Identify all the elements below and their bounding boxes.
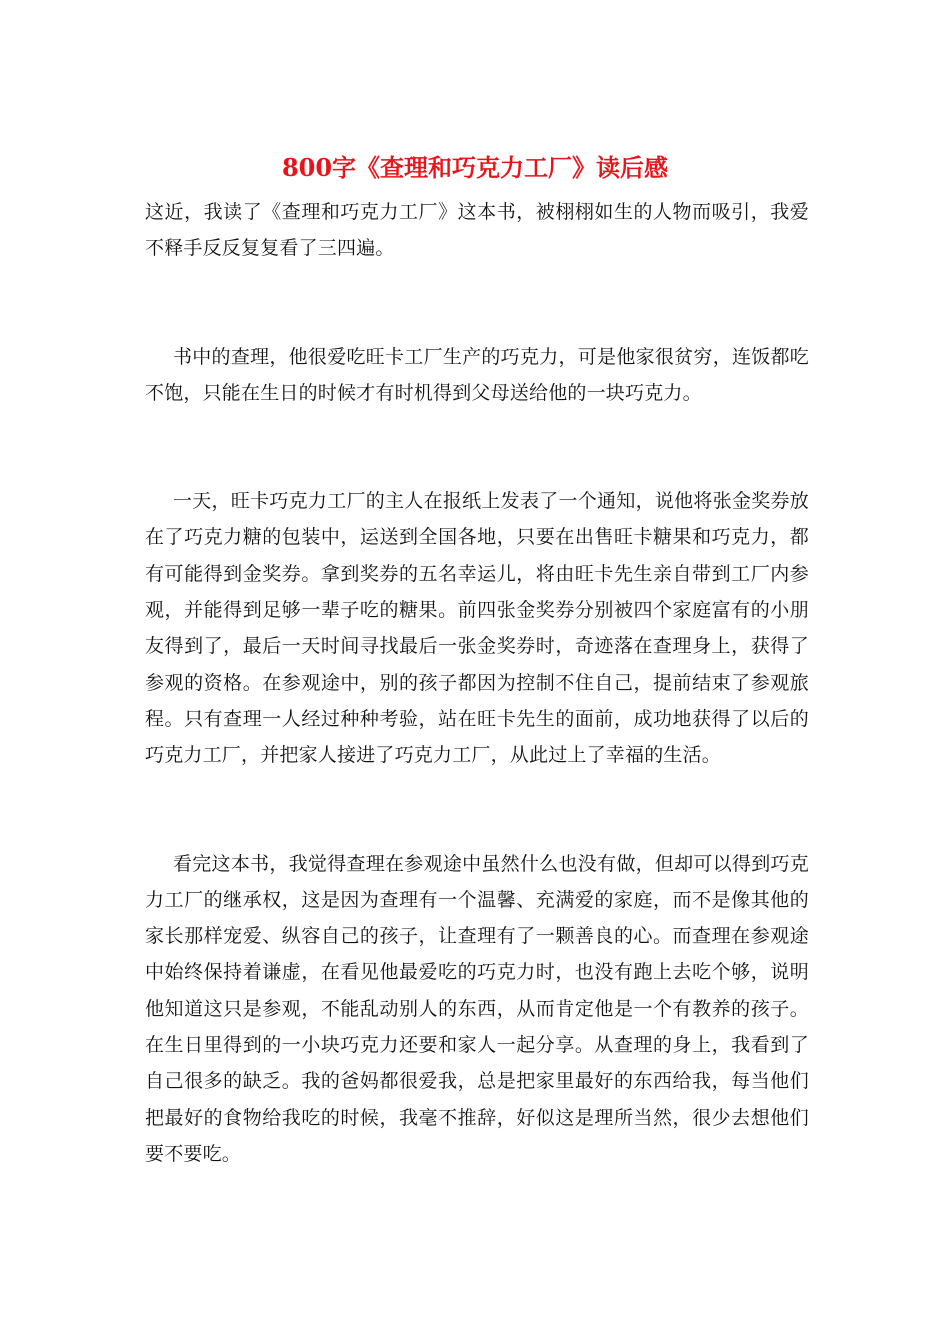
paragraph-golden-ticket: 一天，旺卡巧克力工厂的主人在报纸上发表了一个通知，说他将张金奖券放在了巧克力糖的包装中，运送到全国各地，只要在出售旺卡糖果和巧克力，都有可能得到金奖券。拿到奖券的五名幸运儿，将由旺卡先生亲自带到工厂内参观，并能得到足够一辈子吃的糖果。前四张金奖券分别被四个家庭富有的小朋友得到了，最后一天时间寻找最后一张金奖券时，奇迹落在查理身上，获得了参观的资格。在参观途中，别的孩子都因为控制不住自己，提前结束了参观旅程。只有查理一人经过种种考验，站在旺卡先生的面前，成功地获得了以后的巧克力工厂，并把家人接进了巧克力工厂，从此过上了幸福的生活。 (145, 490, 809, 767)
paragraph-spacer (145, 411, 809, 483)
paragraph-spacer (145, 267, 809, 339)
paragraph-reflection: 看完这本书，我觉得查理在参观途中虽然什么也没有做，但却可以得到巧克力工厂的继承权，这是因为查理有一个温馨、充满爱的家庭，而不是像其他的家长那样宠爱、纵容自己的孩子，让查理有了一颗善良的心。而查理在参观途中始终保持着谦虚，在看见他最爱吃的巧克力时，也没有跑上去吃个够，说明他知道这只是参观，不能乱动别人的东西，从而肯定他是一个有教养的孩子。在生日里得到的一小块巧克力还要和家人一起分享。从查理的身上，我看到了自己很多的缺乏。我的爸妈都很爱我，总是把家里最好的东西给我，每当他们把最好的食物给我吃的时候，我毫不推辞，好似这是理所当然，很少去想他们要不要吃。 (145, 852, 809, 1165)
paragraph-intro: 这近，我读了《查理和巧克力工厂》这本书，被栩栩如生的人物而吸引，我爱不释手反反复复看了三四遍。 (145, 201, 809, 260)
paragraph-spacer (145, 774, 809, 846)
document-body (145, 194, 809, 1172)
document-title: 800字《查理和巧克力工厂》读后感 (281, 153, 669, 182)
paragraph-charlie: 书中的查理，他很爱吃旺卡工厂生产的巧克力，可是他家很贫穷，连饭都吃不饱，只能在生日的时候才有时机得到父母送给他的一块巧克力。 (145, 345, 809, 404)
